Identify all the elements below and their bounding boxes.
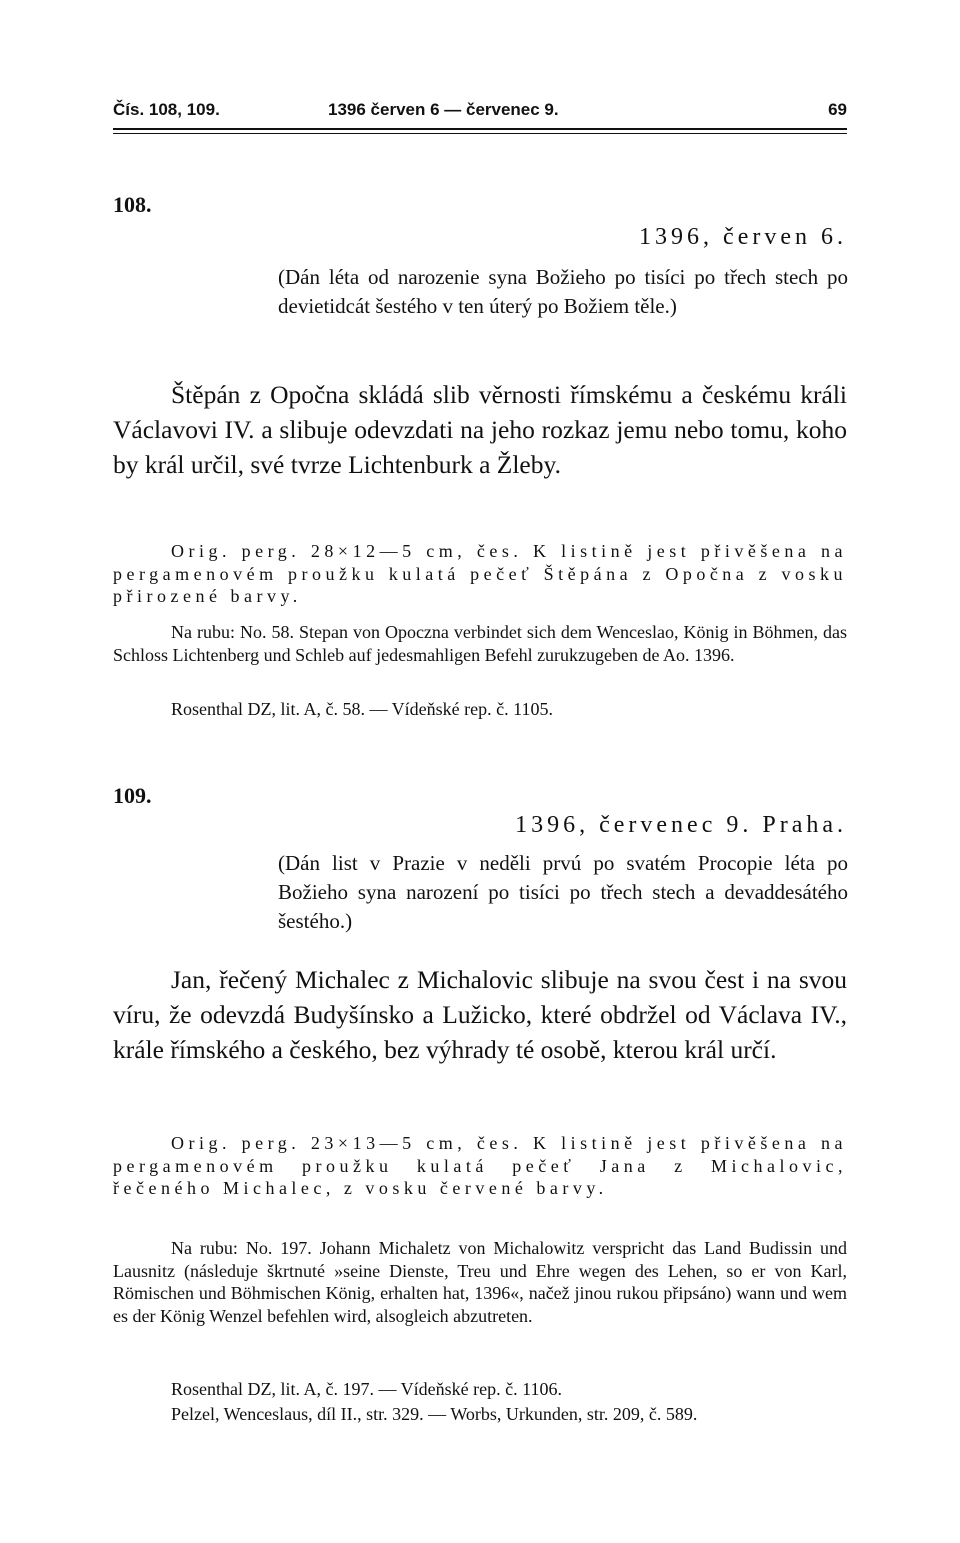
running-head-dates: 1396 červen 6 — červenec 9. bbox=[328, 100, 559, 119]
running-head bbox=[113, 100, 847, 130]
dating-clause: (Dán léta od narozenie syna Božieho po tisíci po třech stech po devietidcát šestého v ten úterý po Božiem těle.) bbox=[278, 265, 848, 318]
original-description bbox=[113, 1132, 847, 1200]
reference-line: Pelzel, Wenceslaus, díl II., str. 329. — Worbs, Urkunden, str. 209, č. 589. bbox=[171, 1404, 698, 1424]
reference-line: Rosenthal DZ, lit. A, č. 197. — Vídeňské rep. č. 1106. bbox=[171, 1379, 562, 1399]
original-description-text: Orig. perg. 28×12—5 cm, čes. K listině jest přivěšena na pergamenovém proužku kulatá pečeť Štěpána z Opočna z vosku přirozené barvy. bbox=[113, 541, 847, 606]
regest-text: Štěpán z Opočna skládá slib věrnosti římskému a českému králi Václavovi IV. a slibuje odevzdati na jeho rozkaz jemu nebo tomu, koho by král určil, své tvrze Lichtenburk a Žleby. bbox=[113, 380, 847, 479]
verso-note: Na rubu: No. 197. Johann Michaletz von Michalowitz verspricht das Land Budissin und Lausnitz (následuje škrtnuté »seine Dienste, Treu und Ehre wegen des Lehen, so er von Karl, Römischen und Böhmischen König, erhalten hat, 1396«, načež jinou rukou připsáno) wann und wem es der König Wenzel befehlen wird, alsogleich abzutreten. bbox=[113, 1238, 847, 1326]
verso-note: Na rubu: No. 58. Stepan von Opoczna verbindet sich dem Wenceslao, König in Böhmen, das Schloss Lichtenberg und Schleb auf jedesmahligen Befehl zurukzugeben de Ao. 1396. bbox=[113, 622, 847, 665]
entry-number: 109. bbox=[113, 783, 152, 808]
reference-line: Rosenthal DZ, lit. A, č. 58. — Vídeňské rep. č. 1105. bbox=[171, 699, 553, 719]
entry-number: 108. bbox=[113, 192, 152, 217]
header-rule-thin bbox=[113, 133, 847, 134]
header-rule bbox=[113, 128, 847, 130]
dating-clause: (Dán list v Prazie v neděli prvú po svatém Procopie léta po Božieho syna narození po tisíci po třech stech a devaddesátého šestého.) bbox=[278, 851, 848, 933]
running-head-numbers: Čís. 108, 109. bbox=[113, 100, 220, 119]
page-number: 69 bbox=[828, 100, 847, 119]
entry-date: 1396, červen 6. bbox=[639, 224, 847, 250]
entry-date: 1396, červenec 9. Praha. bbox=[515, 812, 847, 838]
original-description-text: Orig. perg. 23×13—5 cm, čes. K listině jest přivěšena na pergamenovém proužku kulatá pečeť Jana z Michalovic, řečeného Michalec, z vosku červené barvy. bbox=[113, 1133, 847, 1198]
regest-text: Jan, řečený Michalec z Michalovic slibuje na svou čest i na svou víru, že odevzdá Budyšínsko a Lužicko, které obdržel od Václava IV., krále římského a českého, bez výhrady té osobě, kterou král určí. bbox=[113, 965, 847, 1064]
original-description bbox=[113, 540, 847, 608]
